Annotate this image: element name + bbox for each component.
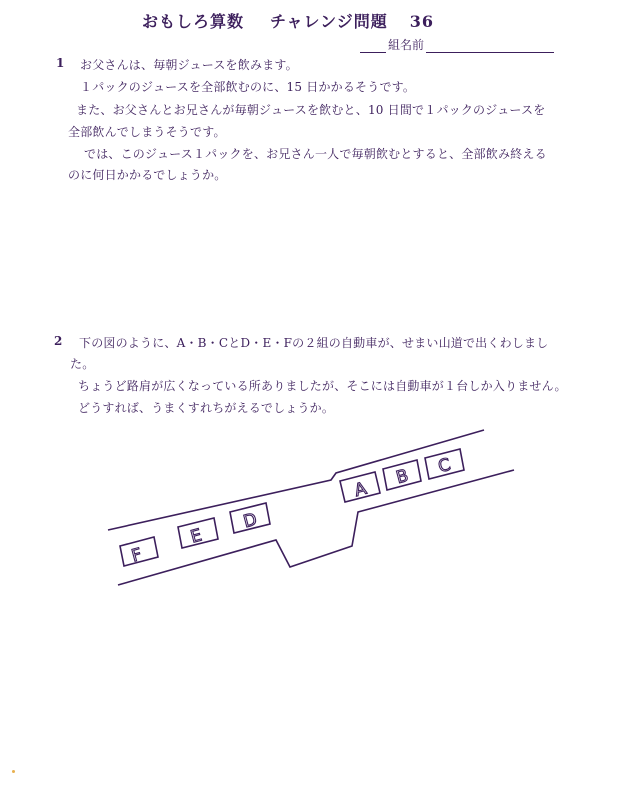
question-2-line-4: どうすれば、うまくすれちがえるでしょうか。 bbox=[78, 401, 335, 415]
name-label: 組名前 bbox=[388, 38, 425, 52]
car-c-label: C bbox=[436, 454, 453, 478]
road-upper-edge bbox=[108, 430, 484, 530]
question-2-line-2: た。 bbox=[70, 357, 95, 371]
car-f-label: F bbox=[129, 544, 145, 567]
question-1-line-5: では、このジュース１パックを、お兄さん一人で毎朝飲むとすると、全部飲み終える bbox=[84, 147, 547, 161]
question-1-line-6: のに何日かかるでしょうか。 bbox=[68, 168, 227, 182]
scan-speck bbox=[12, 770, 15, 773]
car-a bbox=[340, 472, 380, 502]
title-main: おもしろ算数 bbox=[142, 12, 245, 31]
question-1-line-3: また、お父さんとお兄さんが毎朝ジュースを飲むと、10 日間で１パックのジュースを bbox=[76, 103, 546, 117]
question-1-line-2: １パックのジュースを全部飲むのに、15 日かかるそうです。 bbox=[80, 80, 416, 94]
car-e bbox=[178, 518, 218, 548]
question-2-number: 2 bbox=[54, 334, 63, 348]
car-b-label: B bbox=[394, 465, 411, 489]
car-e-label: E bbox=[188, 525, 205, 548]
car-f bbox=[120, 537, 158, 567]
car-d bbox=[230, 503, 270, 533]
question-1-number: 1 bbox=[56, 56, 65, 70]
car-c bbox=[425, 449, 464, 479]
car-a-label: A bbox=[352, 478, 369, 502]
question-1-line-1: お父さんは、毎朝ジュースを飲みます。 bbox=[80, 58, 298, 72]
title-number: 36 bbox=[409, 12, 435, 31]
car-b bbox=[383, 460, 421, 490]
car-d-label: D bbox=[241, 509, 260, 533]
question-2-line-3: ちょうど路肩が広くなっている所ありましたが、そこには自動車が１台しか入りません。 bbox=[78, 379, 567, 393]
title-sub: チャレンジ問題 bbox=[270, 12, 388, 31]
question-2-line-1: 下の図のように、A・B・CとD・E・Fの２組の自動車が、せまい山道で出くわしまし bbox=[79, 336, 549, 350]
question-1-line-4: 全部飲んでしまうそうです。 bbox=[68, 125, 226, 139]
